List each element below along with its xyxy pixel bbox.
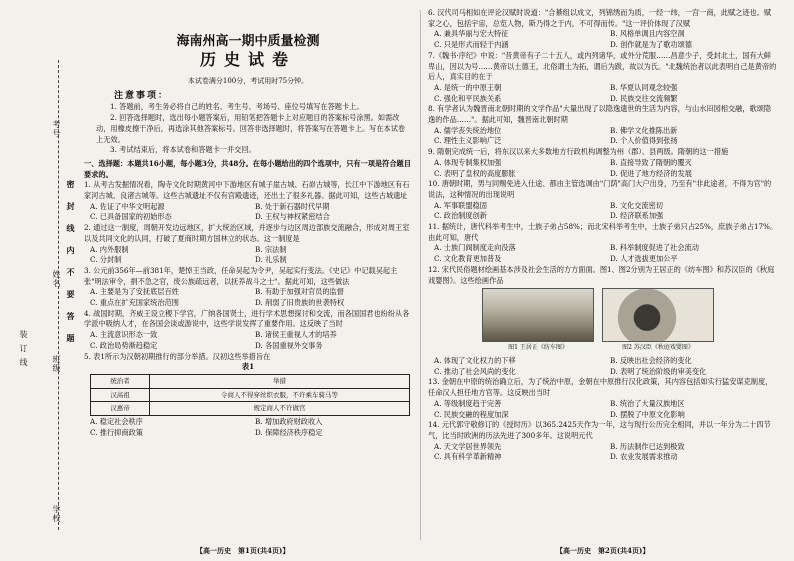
answer-option: C. 表明了皇权的高度膨胀 — [434, 168, 516, 178]
notice-item: 2. 回答选择题时，选出每小题答案后，用铅笔把答题卡上对应题目的答案标号涂黑。如需改动，用橡皮擦干净后，再选涂其他答案标号。回答非选择题时，将答案写在答题卡上。写在本试卷上无效。 — [96, 113, 406, 144]
answer-option: D. 摆脱了中原文化影响 — [610, 409, 685, 419]
question-stem: 6. 汉代司马相如在评论汉赋时说道："合綦组以成文，列锦绣而为质，一经一纬，一宫一商，此赋之迹也。赋家之心，包括宇宙，总览人物，斯乃得之于内，不可得而传。"这一评价体现了汉赋 — [428, 8, 772, 28]
answer-option: B. 历法制作已达到极致 — [610, 441, 685, 451]
binding-line-text: 装订线 — [19, 330, 28, 372]
seal-warning-text: 密封线内不要答题 — [66, 180, 76, 356]
notice-list — [84, 102, 412, 156]
question-stem: 12. 宋代民俗题材绘画基本涉及社会生活的方方面面。图1、图2分别为王居正的《纺车图》和苏汉臣的《秋庭戏婴图》。这些绘画作品 — [428, 264, 775, 285]
answer-option: C. 政治制度创新 — [434, 211, 487, 221]
answer-option: A. 兼具华丽与宏大特征 — [434, 29, 509, 39]
figure-row — [482, 288, 778, 354]
table-cell: 规定商人不许做官 — [150, 402, 410, 416]
question-item — [84, 352, 412, 439]
question-item — [428, 222, 778, 265]
question-stem: 10. 唐朝时期，男与同赐免进入仕途、都由主管选调由"门荫"高门大户出身，乃至有"非此途者，不得为官"的说法，这种情况的出现说明 — [428, 179, 772, 199]
answer-option: B. 文化交流密切 — [610, 200, 663, 210]
question-item — [428, 265, 778, 378]
page-divider — [420, 10, 421, 540]
answer-option: C. 推动了社会风尚的变化 — [434, 366, 516, 376]
answer-option: A. 内外服制 — [90, 244, 129, 254]
answer-option: C. 已具备国家的初始形态 — [90, 212, 172, 222]
answer-option: B. 诸侯王重视人才的培养 — [255, 330, 337, 340]
notice-item: 3. 考试结束后，将本试卷和答题卡一并交回。 — [110, 145, 256, 155]
exam-title: 海南州高一期中质量检测 — [176, 34, 320, 49]
figure — [602, 288, 714, 354]
answer-option: B. 佛学文化推陈出新 — [610, 125, 678, 135]
answer-options — [428, 29, 778, 50]
exam-no-label: 考号 — [52, 120, 61, 138]
answer-option: C. 具有科学革新精神 — [434, 452, 502, 462]
question-list-right — [428, 8, 778, 463]
answer-option: C. 民族交融的程度加深 — [434, 409, 509, 419]
answer-option: D. 促进了地方经济的发展 — [610, 168, 692, 178]
answer-option: B. 科举制度促进了社会流动 — [610, 243, 699, 253]
figure-caption: 图2 苏汉臣《秋庭戏婴图》 — [622, 344, 694, 352]
question-item — [84, 180, 412, 223]
table-cell: 令商人不得穿丝织衣服，不许乘车骑马等 — [150, 388, 410, 402]
question-stem: 7.《魏书·序纪》中说："昔黄帝有子二十五人，或内列诸华，或外分荒服……昌意少子，受封北土，国有大鲜卑山，因以为号……黄帝以土德王，北俗谓土为拓，谓后为跋，故以为氏。"北魏统治者以此表明自己是黄帝的后人，真实目的在于 — [428, 50, 777, 82]
answer-option: A. 等级制度趋于完善 — [434, 398, 502, 408]
question-stem: 4. 战国时期，齐威王设立稷下学宫，广纳各国贤士，进行学术思想探讨和交流，而各国国君也纷纷从各学派中吸纳人才，在各国会谈或游说中，这些学说发挥了重要作用。这反映了当时 — [84, 308, 410, 329]
binding-strip — [0, 0, 78, 561]
answer-option: B. 反映出社会经济的变化 — [610, 355, 692, 365]
school-label: 学校 — [52, 505, 61, 523]
question-item — [84, 266, 412, 309]
question-item — [428, 147, 778, 179]
answer-option: B. 华夏认同观念较强 — [610, 82, 678, 92]
notice-item: 1. 答题前，考生务必将自己的姓名、考生号、考场号、座位号填写在答题卡上。 — [110, 102, 364, 112]
question-stem: 14. 元代郭守敬修订的《授时历》以365.2425天作为一年，这与现行公历完全相同，并以一年分为二十四节气，比当时欧洲的历法先进了300多年。这说明元代 — [428, 420, 771, 440]
answer-options — [428, 442, 778, 463]
answer-option: A. 士族门阀制度走向没落 — [434, 243, 516, 253]
question-stem: 13. 金朝在中原的统治确立后，为了统治中原，金朝在中原推行汉化政策，其内容包括如实行猛安谋克制度，任命汉人担任地方官等。这反映出当时 — [428, 377, 773, 398]
answer-option: A. 佐证了中华文明起源 — [90, 201, 165, 211]
answer-option: A. 儒学丧失统治地位 — [434, 125, 502, 135]
answer-options — [84, 202, 412, 223]
footer-left: 【高一历史 第1页(共4页)】 — [196, 546, 290, 555]
section-heading: 一、选择题：本题共16小题，每小题3分，共48分。在每小题给出的四个选项中，只有一项是符合题目要求的。 — [84, 158, 411, 179]
question-stem: 8. 有学者认为魏晋南北朝时期的文学作品"大量出现了以隐逸遗世的生活为内容，与山水田园相交融，歌颂隐逸的作品……"。据此可知，魏晋南北朝时期 — [428, 104, 772, 125]
autumn-courtyard-painting-image — [602, 288, 714, 342]
table-cell: 汉惠帝 — [91, 402, 150, 416]
table-header-cell: 统治者 — [91, 374, 150, 388]
answer-option: B. 直接导致了隋朝的覆灭 — [610, 157, 692, 167]
answer-option: C. 重点在扩充国家统治范围 — [90, 298, 179, 308]
answer-option: B. 宗法制 — [255, 244, 287, 254]
answer-option: B. 处于新石器时代早期 — [255, 201, 330, 211]
footer-right: 【高一历史 第2页(共4页)】 — [556, 546, 650, 555]
answer-option: C. 只是形式而轻于内涵 — [434, 40, 509, 50]
table-header-cell: 举措 — [150, 374, 410, 388]
answer-option: D. 经济联系加强 — [610, 211, 664, 221]
answer-options — [84, 287, 412, 308]
question-stem: 2. 通过这一制度，周朝开发边远地区，扩大统治区域，并逐步与边区周边部族交流融合，形成对周王室以及共同文化的认同，打破了夏商时期方国林立的状态。这一制度是 — [84, 223, 410, 243]
question-stem: 11. 据统计，唐代科举考生中，士族子弟占58%；而北宋科举考生中，士族子弟只占25%，庶族子弟占17%。由此可知，唐代 — [428, 222, 778, 242]
notice-heading: 注意事项： — [114, 90, 170, 101]
class-label: 班级 — [52, 355, 61, 373]
answer-option: D. 个人价值得到张扬 — [610, 136, 678, 146]
answer-option: C. 强化和平民族关系 — [434, 93, 502, 103]
exam-subject: 历史试卷 — [199, 50, 296, 69]
question-stem: 9. 隋朝完成统一后，将东汉以来大多数地方行政机构调整为州（郡）、县两级。隋朝的这一措施 — [428, 147, 729, 157]
answer-options — [84, 417, 412, 438]
answer-option: D. 礼乐制 — [255, 255, 287, 265]
answer-option: A. 体现专制集权加强 — [434, 157, 502, 167]
answer-options — [428, 83, 778, 104]
seal-dashed-line — [58, 60, 59, 530]
answer-options — [428, 356, 778, 377]
question-item — [84, 309, 412, 352]
answer-options — [428, 126, 778, 147]
answer-options — [428, 158, 778, 179]
answer-option: D. 保障经济秩序稳定 — [255, 427, 323, 437]
answer-option: A. 军事联盟稳固 — [434, 200, 487, 210]
answer-option: A. 主要是为了安抚底层百姓 — [90, 287, 179, 297]
question-item — [84, 223, 412, 266]
answer-option: D. 民族交往交流频繁 — [610, 93, 678, 103]
answer-option: B. 有助于加强对官员的监督 — [255, 287, 344, 297]
question-stem: 1. 从考古发掘情况看，陶寺文化时期黄河中下游地区有城子崖古城、石峁古城等，长江中下游地区有石家河古城、良渚古城等。这些古城遗址不仅有宫殿遗迹，还出土了很多礼器。据此可知，这些古城遗址 — [84, 180, 410, 201]
measures-table — [90, 374, 410, 416]
answer-options — [428, 399, 778, 420]
question-item — [428, 420, 778, 463]
spinning-wheel-painting-image — [482, 288, 594, 342]
question-stem: 5. 表1所示为汉朝初期推行的部分举措。汉初这些举措旨在 — [84, 351, 271, 361]
answer-option: D. 农业发展需求推动 — [610, 452, 678, 462]
answer-option: D. 人才选拔更加公平 — [610, 254, 678, 264]
answer-option: D. 创作就是为了歌功颂德 — [610, 40, 692, 50]
question-item — [428, 377, 778, 420]
page-2 — [428, 8, 778, 463]
answer-option: A. 主流意识形态一致 — [90, 330, 158, 340]
answer-option: C. 推行抑商政策 — [90, 427, 143, 437]
page-1 — [84, 8, 412, 439]
answer-option: C. 理性主义影响广泛 — [434, 136, 502, 146]
answer-option: A. 是统一的中原王朝 — [434, 82, 502, 92]
figure-caption: 图1 王居正《纺车图》 — [508, 344, 568, 352]
answer-options — [84, 330, 412, 351]
answer-option: A. 天文学居世界领先 — [434, 441, 502, 451]
answer-option: B. 增加政府财政收入 — [255, 417, 323, 427]
answer-option: C. 政治局势渐趋稳定 — [90, 340, 158, 350]
answer-options — [428, 243, 778, 264]
answer-option: D. 王权与神权紧密结合 — [255, 212, 330, 222]
table-header-row — [91, 374, 410, 388]
answer-option: A. 稳定社会秩序 — [90, 417, 143, 427]
answer-option: A. 体现了文化权力的下移 — [434, 355, 516, 365]
name-label: 姓名 — [52, 270, 61, 288]
table-cell: 汉高祖 — [91, 388, 150, 402]
table-row — [91, 388, 410, 402]
question-stem: 3. 公元前356年—前381年，楚悼王当政，任命吴起为令尹，吴起实行变法。《史记》中记载吴起主张"明法审令，捐不急之官，废公族疏远者，以抚养战斗之士"。据此可知，这些做法 — [84, 265, 398, 286]
answer-option: B. 风格单调且内容空洞 — [610, 29, 685, 39]
answer-option: D. 削弱了旧贵族的世袭特权 — [255, 298, 345, 308]
question-list-left — [84, 180, 412, 438]
answer-option: D. 表明了统治阶级的审美变化 — [610, 366, 707, 376]
answer-options — [428, 201, 778, 222]
table-caption: 表1 — [241, 362, 255, 372]
table-row — [91, 402, 410, 416]
answer-option: C. 分封制 — [90, 255, 122, 265]
answer-options — [84, 245, 412, 266]
answer-option: D. 各国重视外交事务 — [255, 340, 323, 350]
question-item — [428, 104, 778, 147]
exam-info: 本试卷满分100分，考试用时75分钟。 — [187, 77, 309, 85]
question-item — [428, 179, 778, 222]
answer-option: C. 文化教育更加普及 — [434, 254, 502, 264]
question-item — [428, 8, 778, 51]
figure — [482, 288, 594, 354]
question-item — [428, 51, 778, 105]
answer-option: B. 统治了大量汉族地区 — [610, 398, 685, 408]
